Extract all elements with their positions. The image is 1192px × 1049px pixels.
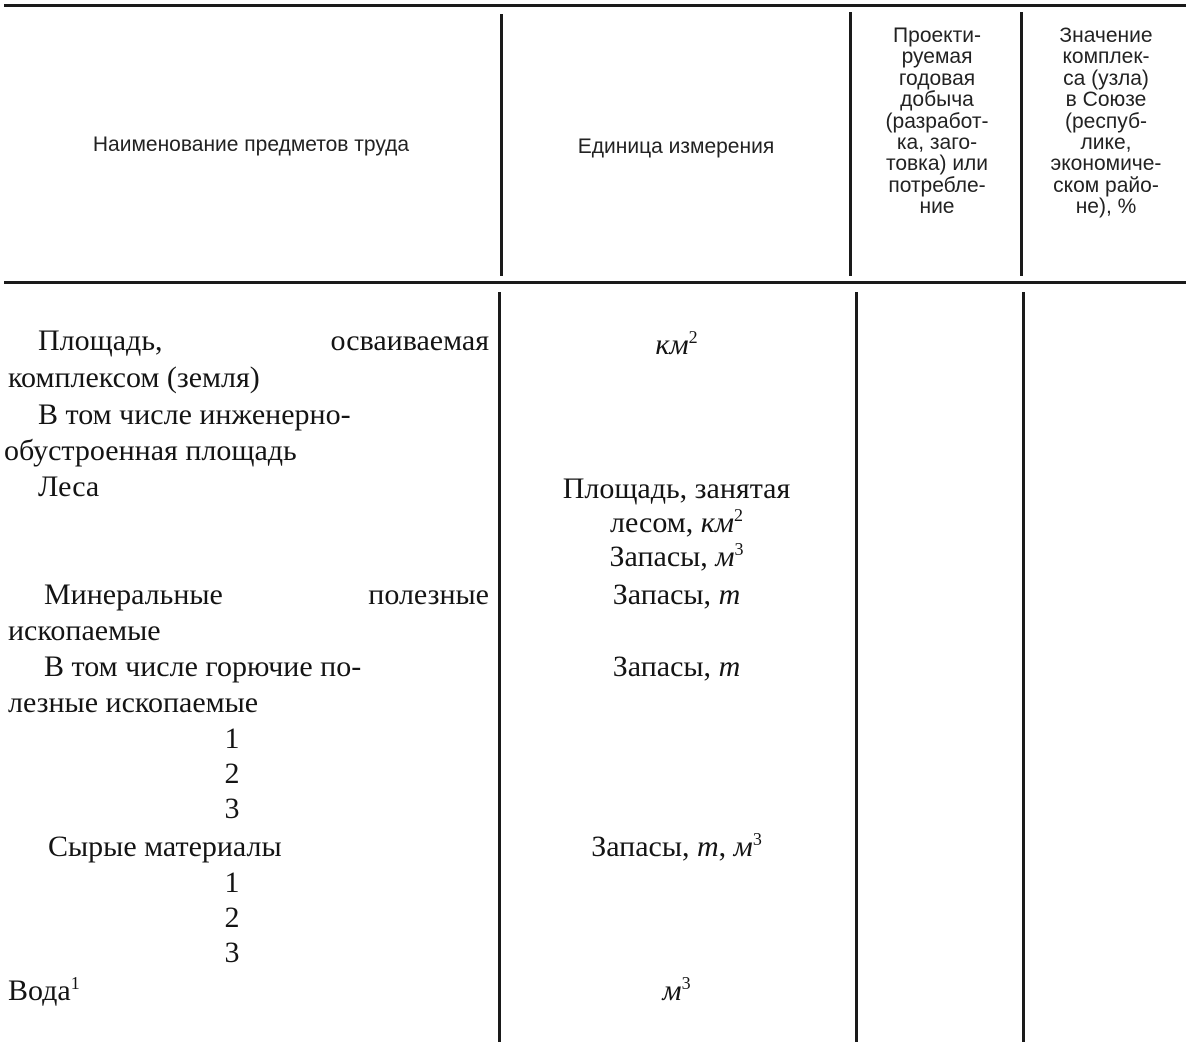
row-fuel-item-1: 1: [224, 722, 240, 755]
row-mineral-word2: полезные: [368, 578, 489, 611]
row-mineral-unit: [504, 578, 849, 612]
unit-sup: 2: [688, 327, 698, 348]
row-fuel-item-3: 3: [224, 792, 240, 825]
row-mineral-word1: Минеральные: [44, 578, 223, 611]
row-fuel-unit: [504, 650, 849, 684]
unit-m: м: [733, 830, 753, 863]
unit-text: Запасы,: [612, 650, 719, 683]
body-divider-3: [1022, 292, 1025, 1042]
unit-text: Запасы,: [612, 578, 719, 611]
row-fuel-line2: лезные ископаемые: [8, 686, 259, 719]
row-engineered-line2: обустроенная площадь: [4, 434, 297, 467]
header-col-name: Наименование предметов труда: [92, 133, 410, 156]
row-forest-unit-line1: Площадь, занятая: [562, 472, 791, 505]
row-area-unit: [504, 328, 849, 362]
unit-text: Запасы,: [591, 830, 697, 863]
header-divider-1: [500, 14, 503, 276]
unit-t: т: [696, 830, 719, 863]
row-water: [8, 974, 80, 1008]
row-water-unit: [504, 974, 849, 1008]
row-raw-unit: [504, 830, 849, 864]
row-forest-unit-line3: [504, 540, 849, 574]
row-mineral-line2: ископаемые: [8, 614, 161, 647]
row-mineral-line1: [44, 578, 489, 612]
unit-m: м: [662, 974, 682, 1007]
body-divider-1: [498, 292, 501, 1042]
header-bottom-rule: [4, 281, 1186, 284]
row-area-line1: [38, 324, 489, 358]
unit-sup: 2: [733, 505, 743, 526]
footnote-marker: 1: [70, 973, 80, 994]
row-area-word2: осваиваемая: [330, 324, 489, 357]
unit-sup: 3: [734, 539, 744, 560]
row-raw-item-3: 3: [224, 936, 240, 969]
header-col-share: Значение комплек- са (узла) в Союзе (респуб- лике, экономиче- ском райо- не), %: [1050, 24, 1162, 219]
unit-text: Запасы,: [609, 540, 716, 573]
row-raw-item-2: 2: [224, 901, 240, 934]
unit-t: т: [718, 578, 741, 611]
row-fuel-line1: В том числе горючие по-: [44, 650, 362, 683]
table-top-rule: [4, 4, 1186, 7]
unit-separator: ,: [718, 830, 734, 863]
header-divider-3: [1020, 12, 1023, 276]
row-forest-unit-line2: [504, 506, 849, 540]
row-area-line2: комплексом (земля): [8, 361, 260, 394]
row-engineered-line1: В том числе инженерно-: [38, 398, 351, 431]
unit-text: лесом,: [610, 506, 701, 539]
row-forest: Леса: [38, 470, 100, 503]
row-fuel-item-2: 2: [224, 757, 240, 790]
unit-sup: 3: [752, 829, 762, 850]
unit-m: м: [715, 540, 735, 573]
unit-km: км: [655, 328, 689, 361]
body-divider-2: [855, 292, 858, 1042]
unit-t: т: [718, 650, 741, 683]
row-raw: Сырые материалы: [48, 830, 282, 863]
unit-sup: 3: [681, 973, 691, 994]
row-water-label: Вода: [8, 974, 71, 1007]
header-divider-2: [849, 12, 852, 276]
row-raw-item-1: 1: [224, 866, 240, 899]
unit-km: км: [700, 506, 734, 539]
row-area-word1: Площадь,: [38, 324, 163, 357]
header-col-production: Проекти- руемая годовая добыча (разработ- ка, заго- товка) или потребле- ние: [885, 24, 989, 219]
header-col-unit: Единица измерения: [577, 135, 775, 158]
